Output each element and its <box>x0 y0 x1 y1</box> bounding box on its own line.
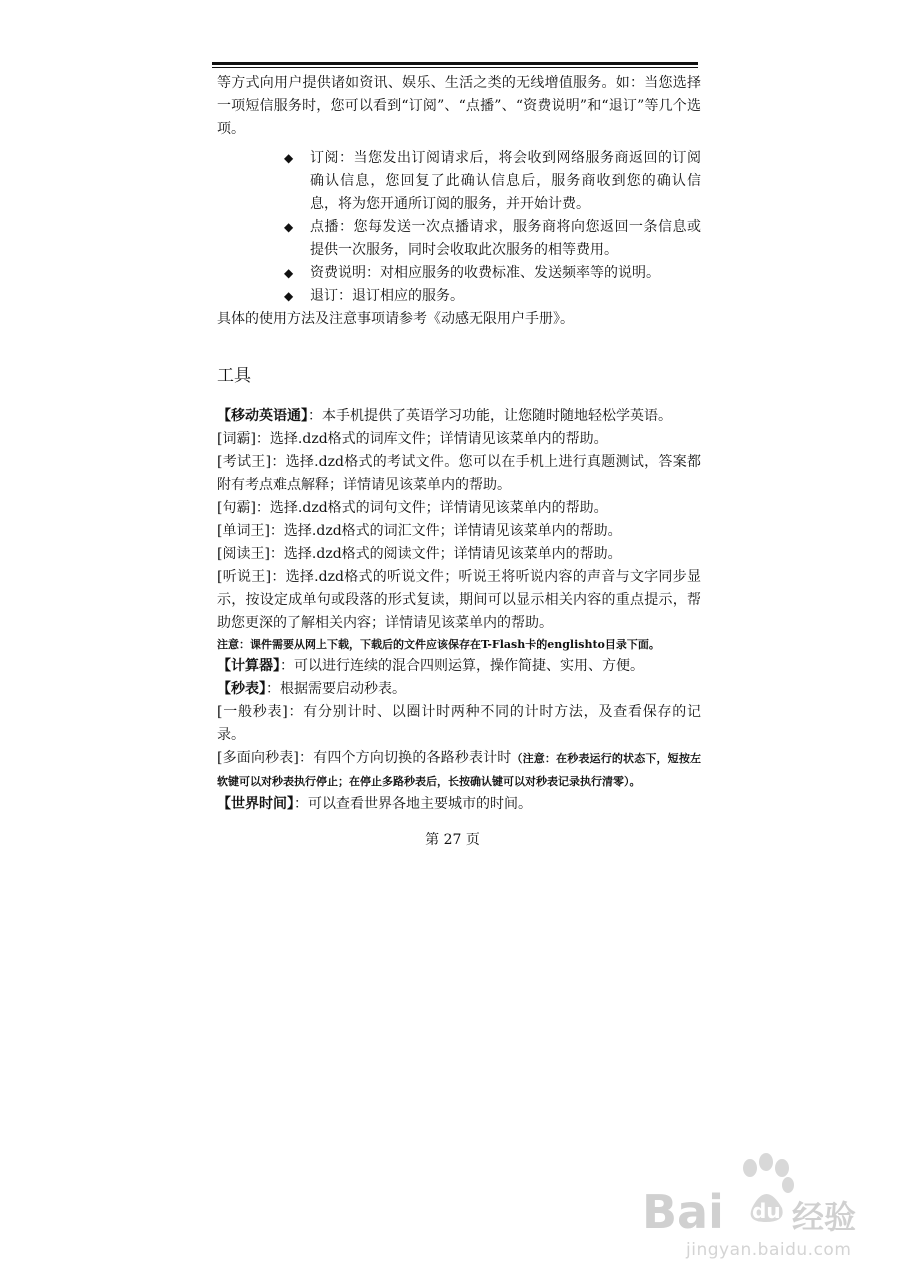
english-item: [词霸]：选择.dzd格式的词库文件；详情请见该菜单内的帮助。 <box>217 431 608 447</box>
intro-paragraph: 等方式向用户提供诸如资讯、娱乐、生活之类的无线增值服务。如：当您选择一项短信服务时，您可以看到“订阅”、“点播”、“资费说明”和“退订”等几个选项。 <box>217 75 701 137</box>
baidu-logo-icon <box>640 1140 870 1250</box>
list-item: ◆ 资费说明：对相应服务的收费标准、发送频率等的说明。 <box>217 262 701 285</box>
diamond-bullet-icon: ◆ <box>284 151 294 165</box>
page-number: 第 27 页 <box>425 832 480 848</box>
worldtime-line: 【世界时间】：可以查看世界各地主要城市的时间。 <box>217 796 532 812</box>
english-intro: 【移动英语通】：本手机提供了英语学习功能，让您随时随地轻松学英语。 <box>217 408 672 424</box>
stopwatch-multi: [多面向秒表]：有四个方向切换的各路秒表计时（注意：在秒表运行的状态下，短按左软键可以对秒表执行停止；在停止多路秒表后，长按确认键可以对秒表记录执行清零）。 <box>217 750 701 788</box>
diamond-bullet-icon: ◆ <box>284 266 294 280</box>
watermark-url: jingyan.baidu.com <box>686 1240 852 1260</box>
outro-paragraph: 具体的使用方法及注意事项请参考《动感无限用户手册》。 <box>217 311 574 327</box>
option-list <box>217 147 701 308</box>
stopwatch-line: 【秒表】：根据需要启动秒表。 <box>217 681 406 697</box>
list-item: ◆ 点播：您每发送一次点播请求，服务商将向您返回一条信息或提供一次服务，同时会收取此次服务的相等费用。 <box>217 216 701 262</box>
list-item: ◆ 退订：退订相应的服务。 <box>217 285 701 308</box>
svg-text:Bai: Bai <box>642 1185 724 1239</box>
english-item: [句霸]：选择.dzd格式的词句文件；详情请见该菜单内的帮助。 <box>217 500 608 516</box>
diamond-bullet-icon: ◆ <box>284 220 294 234</box>
svg-text:经验: 经验 <box>792 1198 857 1236</box>
section-heading: 工具 <box>217 366 251 386</box>
stopwatch-general: [一般秒表]：有分别计时、以圈计时两种不同的计时方法，及查看保存的记录。 <box>217 704 701 743</box>
english-item: [单词王]：选择.dzd格式的词汇文件；详情请见该菜单内的帮助。 <box>217 523 622 539</box>
english-note: 注意：课件需要从网上下载，下载后的文件应该保存在T-Flash卡的englishto目录下面。 <box>217 638 660 651</box>
list-item: ◆ 订阅：当您发出订阅请求后，将会收到网络服务商返回的订阅确认信息，您回复了此确认信息后，服务商收到您的确认信息，将为您开通所订阅的服务，并开始计费。 <box>217 147 701 216</box>
page-content <box>217 72 701 816</box>
english-item: [听说王]：选择.dzd格式的听说文件；听说王将听说内容的声音与文字同步显示，按设定成单句或段落的形式复读，期间可以显示相关内容的重点提示，帮助您更深的了解相关内容；详情请见该菜单内的帮助。 <box>217 569 701 631</box>
english-item: [阅读王]：选择.dzd格式的阅读文件；详情请见该菜单内的帮助。 <box>217 546 622 562</box>
svg-text:du: du <box>752 1199 781 1223</box>
header-rule <box>212 62 698 65</box>
baidu-jingyan-watermark <box>640 1140 870 1270</box>
english-item: [考试王]：选择.dzd格式的考试文件。您可以在手机上进行真题测试，答案都附有考点难点解释；详情请见该菜单内的帮助。 <box>217 454 701 493</box>
calculator-line: 【计算器】：可以进行连续的混合四则运算，操作简捷、实用、方便。 <box>217 658 644 674</box>
diamond-bullet-icon: ◆ <box>284 289 294 303</box>
header-rule-thin <box>212 67 698 68</box>
